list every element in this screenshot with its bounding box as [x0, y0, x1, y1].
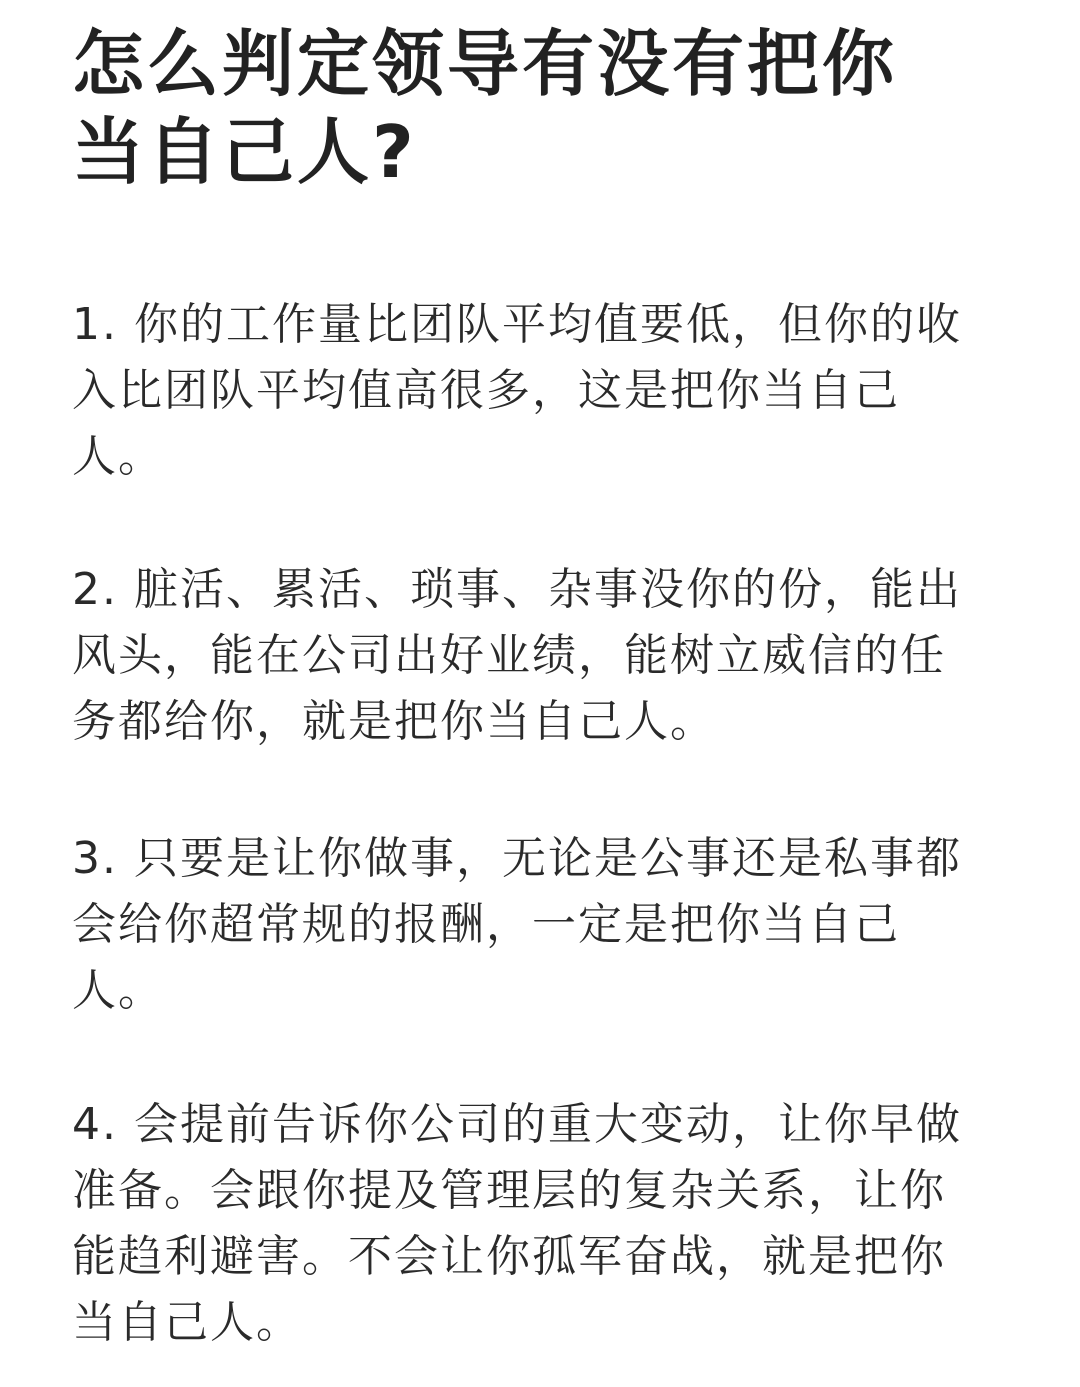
title-line-1: 怎么判定领导有没有把你 — [72, 22, 898, 106]
paragraph-line: 务都给你，就是把你当自己人。 — [72, 696, 716, 747]
paragraph-line: 风头，能在公司出好业绩，能树立威信的任 — [72, 630, 946, 681]
paragraph-line: 能趋利避害。不会让你孤军奋战，就是把你 — [72, 1231, 946, 1282]
paragraph-line: 当自己人。 — [72, 1297, 302, 1348]
paragraph-line: 3. 只要是让你做事，无论是公事还是私事都 — [72, 833, 962, 884]
paragraph-line: 准备。会跟你提及管理层的复杂关系，让你 — [72, 1165, 946, 1216]
paragraph-line: 入比团队平均值高很多，这是把你当自己 — [72, 365, 900, 416]
paragraph-line: 1. 你的工作量比团队平均值要低，但你的收 — [72, 299, 962, 350]
paragraph-3 — [72, 826, 962, 1024]
paragraph-line: 人。 — [72, 965, 164, 1016]
paragraph-4 — [72, 1092, 962, 1356]
paragraph-line: 会给你超常规的报酬，一定是把你当自己 — [72, 899, 900, 950]
paragraph-line: 人。 — [72, 431, 164, 482]
paragraph-line: 2. 脏活、累活、琐事、杂事没你的份，能出 — [72, 564, 962, 615]
page-title — [72, 20, 1008, 196]
paragraph-1 — [72, 292, 962, 490]
title-line-2: 当自己人? — [72, 110, 417, 194]
paragraph-2 — [72, 557, 962, 755]
paragraph-line: 4. 会提前告诉你公司的重大变动，让你早做 — [72, 1099, 962, 1150]
article — [72, 20, 1008, 1348]
